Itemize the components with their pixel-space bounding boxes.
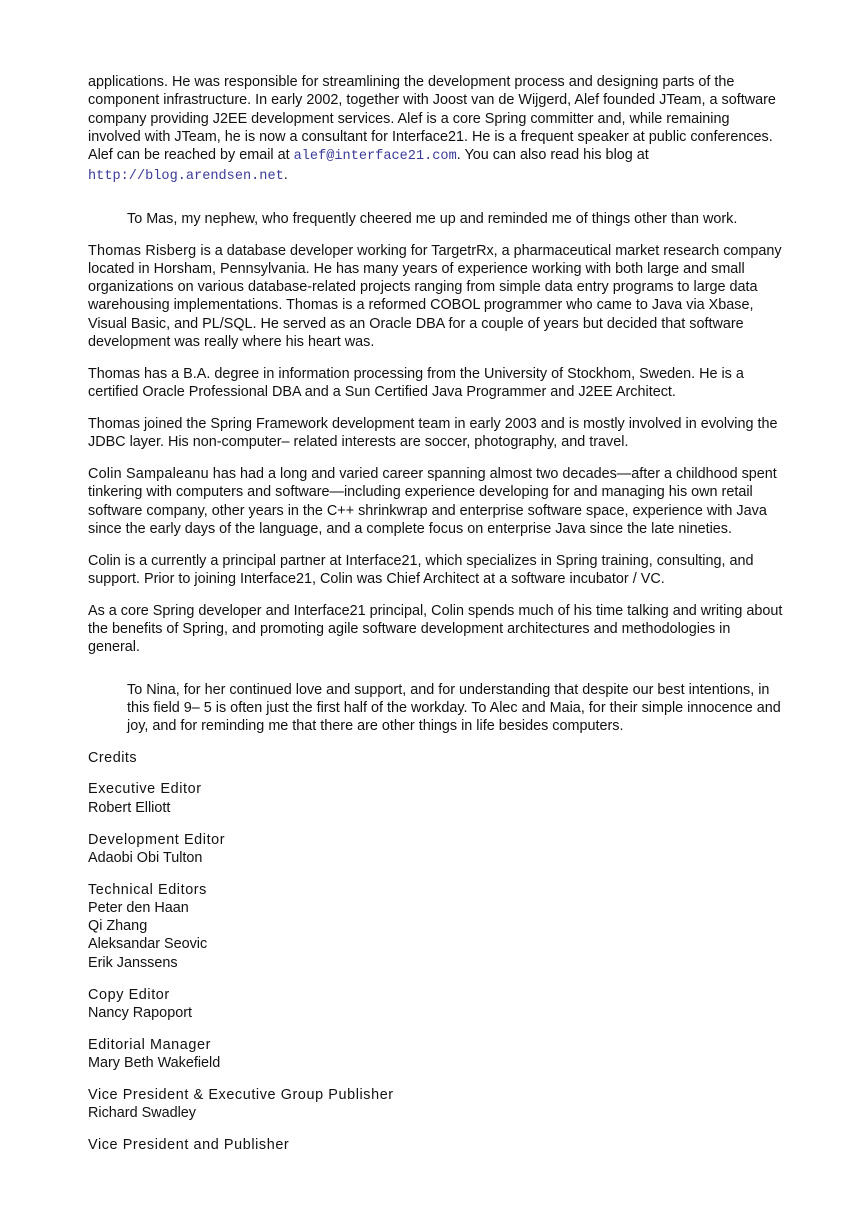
dedication-colin: To Nina, for her continued love and support, and for understanding that despite our best intentions, in this field 9– 5 is often just the first half of the workday. To Alec and Maia, for their simple innocence and joy, and for reminding me that there are other things in life besides computers.: [127, 681, 781, 735]
credit-role: Technical Editors: [88, 881, 207, 898]
bio-thomas-paragraph-1: [88, 242, 786, 352]
credit-vp-executive-group-publisher: [88, 1086, 786, 1123]
credit-name: Qi Zhang: [88, 918, 148, 935]
credit-name: Mary Beth Wakefield: [88, 1054, 221, 1071]
dedication-alef: To Mas, my nephew, who frequently cheered me up and reminded me of things other than work.: [127, 210, 738, 227]
bio-alef-paragraph: [88, 73, 786, 187]
credit-role: Editorial Manager: [88, 1036, 211, 1053]
credit-name: Robert Elliott: [88, 799, 171, 816]
credit-editorial-manager: [88, 1036, 786, 1073]
author-name-thomas: Thomas Risberg: [88, 242, 197, 259]
bio-alef-text: applications. He was responsible for streamlining the development process and designing parts of the component infrastructure. In early 2002, together with Joost van de Wijgerd, Alef founded JTeam, a software company providing J2EE development services. Alef is a core Spring committer and, while remaining involved with JTeam, he is now a consultant for Interface21. He is a frequent speaker at public conferences. Alef can be reached by email at: [88, 74, 776, 164]
credit-name: Peter den Haan: [88, 899, 189, 916]
credits-heading: Credits: [88, 750, 138, 767]
credit-copy-editor: [88, 986, 786, 1023]
bio-colin-paragraph-1: [88, 465, 786, 538]
credit-role: Executive Editor: [88, 781, 202, 798]
credit-role: Development Editor: [88, 831, 226, 848]
bio-alef-text-between: . You can also read his blog at: [456, 147, 649, 164]
credit-role: Vice President and Publisher: [88, 1136, 290, 1153]
credit-role: Copy Editor: [88, 986, 170, 1003]
credit-executive-editor: [88, 780, 786, 817]
blog-link[interactable]: http://blog.arendsen.net: [88, 169, 284, 185]
credit-name: Erik Janssens: [88, 954, 178, 971]
email-link[interactable]: alef@interface21.com: [293, 149, 457, 165]
author-name-colin: Colin Sampaleanu: [88, 466, 209, 483]
credit-name: Adaobi Obi Tulton: [88, 849, 203, 866]
credit-name: Aleksandar Seovic: [88, 936, 208, 953]
credit-technical-editors: [88, 881, 786, 972]
credit-vp-publisher: [88, 1136, 786, 1154]
bio-alef-text-end: .: [283, 167, 288, 184]
credit-name: Richard Swadley: [88, 1105, 196, 1122]
bio-thomas-paragraph-2: Thomas has a B.A. degree in information processing from the University of Stockhom, Sweden. He is a certified Oracle Professional DBA and a Sun Certified Java Programmer and J2EE Architect.: [88, 365, 744, 401]
bio-thomas-text: is a database developer working for TargetrRx, a pharmaceutical market research company located in Horsham, Pennsylvania. He has many years of experience working with both large and small organizations on various database-related projects ranging from simple data entry programs to large data warehousing implementations. Thomas is a reformed COBOL programmer who came to Java via Xbase, Visual Basic, and PL/SQL. He served as an Oracle DBA for a couple of years but decided that software development was really where his heart was.: [88, 242, 782, 351]
credit-role: Vice President & Executive Group Publisher: [88, 1086, 394, 1103]
bio-colin-paragraph-2: Colin is a currently a principal partner at Interface21, which specializes in Spring training, consulting, and support. Prior to joining Interface21, Colin was Chief Architect at a software incubator / VC.: [88, 552, 754, 588]
bio-colin-paragraph-3: As a core Spring developer and Interface21 principal, Colin spends much of his time talking and writing about the benefits of Spring, and promoting agile software development architectures and methodologies in general.: [88, 602, 783, 656]
credit-development-editor: [88, 831, 786, 868]
bio-colin-text: has had a long and varied career spanning almost two decades—after a childhood spent tinkering with computers and software—including experience developing for and managing his own retail software company, other years in the C++ shrinkwrap and enterprise software space, experience with Java since the early days of the language, and a complete focus on enterprise Java since the late nineties.: [88, 466, 777, 537]
credit-name: Nancy Rapoport: [88, 1004, 192, 1021]
bio-thomas-paragraph-3: Thomas joined the Spring Framework development team in early 2003 and is mostly involved in evolving the JDBC layer. His non-computer– related interests are soccer, photography, and travel.: [88, 415, 778, 451]
